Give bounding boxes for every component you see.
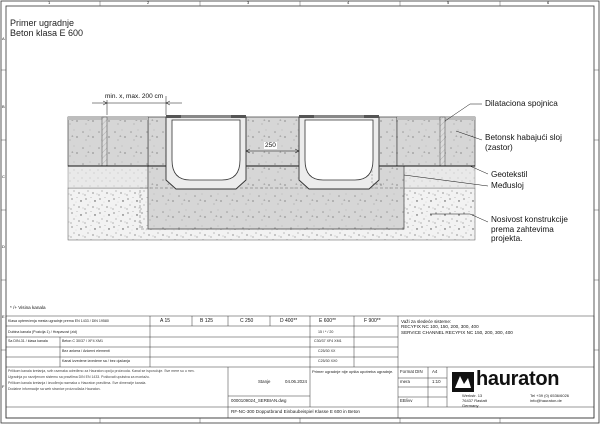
drawing-number-title: RF-NC-300 Dopputbrand Einbaubeispiel Klasse E 600 in Beton — [231, 409, 360, 414]
callout-concrete-wear-layer — [485, 133, 562, 152]
class-f900: F 900** — [364, 318, 381, 324]
frame-letter-f: F — [2, 384, 5, 389]
left-small-2: Beton C 30/37 / XF4 XM1 — [62, 339, 103, 343]
note-4: Dodatne informacije sa web stranice proizvođača Hauraton. — [8, 387, 101, 391]
remark: Primer ugradnje nije opšta upotreba ugradnje. — [312, 369, 394, 374]
title-line-1: Primer ugradnje — [10, 18, 75, 28]
frame-letter-e: E — [2, 314, 5, 319]
footnote: * /+ Visina kanala — [10, 305, 46, 310]
drawing-title — [10, 18, 83, 38]
callout-geotextile: Geotekstil — [491, 170, 528, 179]
contact-line-2: info@hauraton.de — [530, 397, 562, 403]
expansion-joint-left — [102, 117, 107, 166]
surface-slab-left — [68, 117, 148, 166]
hauraton-logo-mark — [452, 372, 474, 392]
callout-support-line-1: Nosivost konstrukcije — [491, 215, 568, 224]
frame-number-5: 5 — [447, 0, 450, 5]
notes — [8, 369, 226, 391]
frame-number-6: 6 — [547, 0, 550, 5]
left-small-1: Sa DIN-31 / klasa kanala — [8, 339, 48, 343]
callout-concrete-line-1: Betonsk habajući sloj — [485, 133, 562, 142]
contact — [530, 394, 569, 404]
product-header: Važi za sledeće sisteme: — [401, 319, 452, 324]
class-e600: E 600** — [319, 318, 336, 324]
product-2: SERVICE CHANNEL RECYFIX NC 150, 200, 300, 400 — [401, 329, 513, 335]
callout-interlayer: Međusloj — [491, 181, 524, 190]
brand-name: hauraton — [476, 368, 560, 390]
channel-left — [166, 115, 246, 189]
frame-number-4: 4 — [347, 0, 350, 5]
surface-slab-right — [397, 117, 475, 166]
class-c250: C 250 — [240, 318, 254, 324]
address — [462, 394, 487, 408]
left-small-4: Kanal izvedene izvedene sa / bez ojačanja — [62, 359, 130, 363]
address-line-1: Werkstr. 13 — [462, 393, 483, 398]
class-b125: B 125 — [200, 318, 214, 324]
status-label: Stanje — [258, 379, 271, 384]
frame-number-1: 1 — [48, 0, 51, 5]
title-line-2: Beton klasa E 600 — [10, 28, 84, 38]
frame-number-3: 3 — [247, 0, 250, 5]
callout-support — [491, 215, 568, 244]
interlayer-right — [397, 166, 475, 188]
frame-number-2: 2 — [147, 0, 150, 5]
frame-letter-d: D — [2, 244, 5, 249]
width-dimension: 250 — [265, 142, 276, 149]
address-line-2: 76437 Rastatt — [462, 397, 487, 403]
spacing-dimension: min. x, max. 200 cm — [105, 93, 164, 100]
note-2: Ugradnja po razvijenom sistemu sa pravilima DIN EN 1433. Poštovati uputstva za montažu. — [8, 375, 150, 379]
channel-right — [299, 115, 379, 189]
e600-depth-value: 15 / * / 20 — [318, 330, 334, 334]
expansion-joint-right — [440, 117, 445, 166]
note-1: Prilikom kanala kretanja, svih razmaka određeno za Hauraton opciju proizvoda. Kanal se isporučuje. Sve mere su u mm. — [8, 369, 195, 373]
callout-concrete-line-2: (zastor) — [485, 142, 513, 152]
frame-letter-c: C — [2, 174, 5, 179]
e600-value-3: C25/30 XX0 — [318, 359, 338, 363]
note-3: Prilikom kanala kretanja i izvođenja razmaka u Hauraton pravilima. Sve dimenzije kanala. — [8, 381, 147, 385]
format-label: Format DIN — [400, 369, 423, 374]
depth-label: Dubina kanala (Pozicija 1) / Hrapavost (zid) — [8, 330, 78, 334]
left-small-3: Bez ankera / Ankerni elementi — [62, 349, 110, 353]
callout-support-line-2: prema zahtevima — [491, 224, 554, 234]
e600-value-1: C30/37 XF4 XM1 — [314, 339, 342, 343]
product-1: RECYFIX NC 100, 150, 200, 300, 400 — [401, 324, 479, 330]
contact-line-1: Tel +39 (0) 6536/6026 — [530, 393, 570, 398]
scale-label: mera — [400, 379, 411, 384]
frame-letter-b: B — [2, 104, 5, 109]
callout-expansion-joint: Dilataciona spojnica — [485, 99, 558, 108]
e600-value-2: C25/30 XX — [318, 349, 336, 353]
frame-letter-a: A — [2, 36, 5, 41]
class-a15: A 15 — [160, 318, 171, 324]
doc-number: 0000109024_SERBIAN.dwg — [231, 398, 287, 403]
load-class-label: Klasa opterećenja mesta ugradnje prema EN 1433 / DIN 19580 — [8, 319, 109, 323]
product-list — [401, 319, 513, 335]
callout-support-line-3: projekta. — [491, 234, 523, 244]
interlayer-left — [68, 166, 148, 188]
address-line-3: Germany — [462, 402, 479, 408]
status-date: 04.06.2024 — [285, 379, 307, 384]
class-d400: D 400** — [280, 318, 298, 324]
scale-value: 1:10 — [432, 379, 441, 384]
page-value: EB/ivv — [400, 398, 413, 403]
format-value: A4 — [432, 369, 438, 374]
